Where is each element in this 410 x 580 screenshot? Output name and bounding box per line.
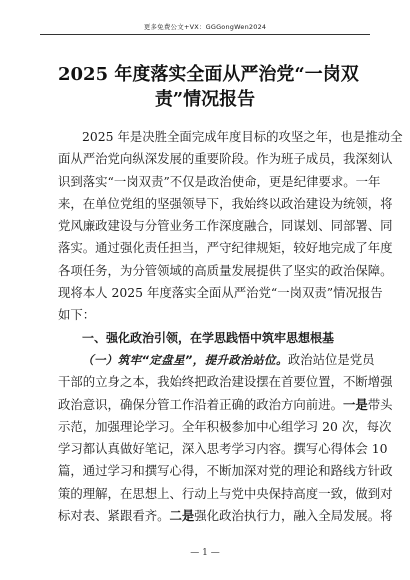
title-line-1: 2025 年度落实全面从严治党“一岗双 [58,64,359,85]
title-line-2: 责”情况报告 [154,89,256,110]
body-line: 识到落实“一岗双责”不仅是政治使命，更是纪律要求。一年 [58,173,381,189]
page-header: 更多免费公文+VX：GGGongWen2024 [143,23,267,31]
body-line: 篇，通过学习和撰写心得，不断加深对党的理论和路线方针政 [58,463,393,479]
body-line: 现将本人 2025 年度落实全面从严治党“一岗双责”情况报告 [58,285,383,301]
body-line: 如下： [58,307,96,323]
body-text: 政治站位是党员 [287,351,375,367]
body-line: 来，在单位党组的坚强领导下，我始终以政治建设为统领，将 [58,195,393,211]
body-line [58,505,393,527]
body-line: 示范，加强理论学习。全年积极参加中心组学习 20 次，每次 [58,418,392,434]
body-line: 学习都认真做好笔记，深入思考学习内容。撰写心得体会 10 [58,441,388,457]
body-line: 落实。通过强化责任担当，严守纪律规矩，较好地完成了年度 [58,240,393,256]
document-body [58,126,403,527]
body-line: 面从严治党向纵深发展的重要阶段。作为班子成员，我深刻认 [58,151,393,167]
subsection-lead: （一）筑牢“定盘星”，提升政治站位。 [82,352,288,367]
body-text: 政治意识，确保分管工作沿着正确的政治方向前进。 [58,396,343,412]
body-text: 标对表、紧跟看齐。 [58,508,170,524]
bold-marker: 二是 [169,508,195,524]
body-line: 党风廉政建设与分管业务工作深度融合，同谋划、同部署、同 [58,218,393,234]
page-number: — 1 — [190,548,220,558]
body-line [58,349,375,371]
body-text: 强化政治执行力，融入全局发展。将 [194,508,393,524]
body-text: 带头 [367,396,393,412]
section-heading: 一、强化政治引领，在学思践悟中筑牢思想根基 [82,330,335,345]
document-title [58,62,359,112]
bold-marker: 一是 [342,396,368,412]
body-line [58,394,393,416]
body-line: 各项任务，为分管领域的高质量发展提供了坚实的政治保障。 [58,262,393,278]
body-line: 2025 年是决胜全面完成年度目标的攻坚之年，也是推动全 [82,129,403,144]
header-divider [40,34,370,35]
body-line: 策的理解，在思想上、行动上与党中央保持高度一致，做到对 [58,485,393,501]
body-line: 干部的立身之本，我始终把政治建设摆在首要位置，不断增强 [58,374,393,390]
